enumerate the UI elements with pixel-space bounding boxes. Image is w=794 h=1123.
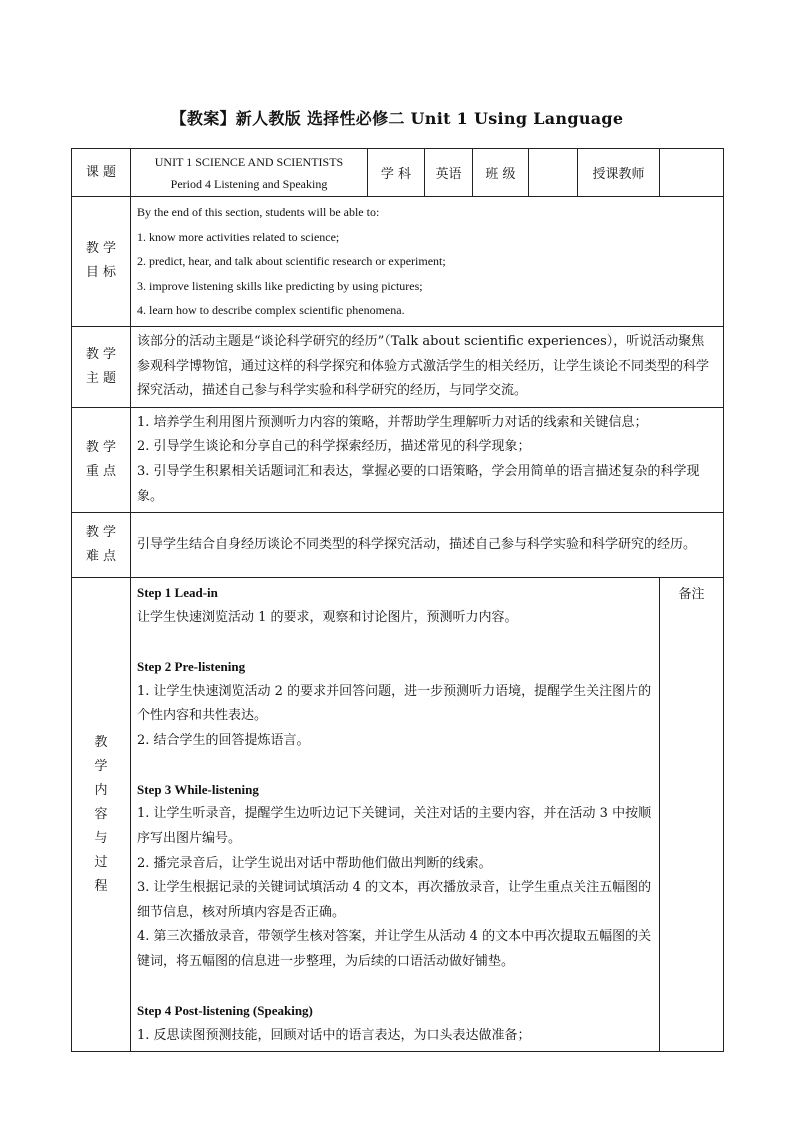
difficulty-row <box>72 513 724 578</box>
subject-label: 学 科 <box>368 149 425 197</box>
objectives-row <box>72 197 724 327</box>
process-label-char: 内 <box>94 782 108 798</box>
theme-label-1: 教 学 <box>85 346 117 362</box>
course-label: 课 题 <box>72 149 131 197</box>
process-label-char: 教 <box>94 734 108 750</box>
theme-content: 该部分的活动主题是“谈论科学研究的经历”（Talk about scientific experiences），听说活动聚焦参观科学博物馆，通过这样的科学探究和体验方式激活学生的相关经历，让学生谈论不同类型的科学探究活动，描述自己参与科学实验和科学研究的经历，与同学交流。 <box>131 326 724 407</box>
process-label-char: 容 <box>94 806 108 822</box>
focus-row <box>72 407 724 512</box>
objectives-label <box>72 197 131 327</box>
step2-title: Step 2 Pre-listening <box>137 658 246 674</box>
objective-line: 4. learn how to describe complex scientific phenomena. <box>137 303 405 318</box>
teacher-label: 授课教师 <box>578 149 660 197</box>
process-label <box>72 578 131 1052</box>
note-column: 备注 <box>660 578 724 1052</box>
course-title-line2: Period 4 Listening and Speaking <box>170 176 328 191</box>
step1-title: Step 1 Lead-in <box>137 585 218 601</box>
process-label-char: 过 <box>94 854 108 870</box>
objectives-content <box>131 197 724 327</box>
course-title-line1: UNIT 1 SCIENCE AND SCIENTISTS <box>154 154 344 169</box>
class-label: 班 级 <box>473 149 529 197</box>
process-label-char: 学 <box>94 758 108 774</box>
lesson-plan-table <box>71 148 724 1052</box>
difficulty-label <box>72 513 131 578</box>
process-row <box>72 578 724 1052</box>
difficulty-content: 引导学生结合自身经历谈论不同类型的科学探究活动，描述自己参与科学实验和科学研究的经历。 <box>131 513 724 578</box>
objectives-label-1: 教 学 <box>85 241 117 257</box>
focus-label-1: 教 学 <box>85 439 117 455</box>
course-title-cell <box>131 149 368 197</box>
objective-line: 3. improve listening skills like predicting by using pictures; <box>137 278 423 293</box>
focus-label-2: 重 点 <box>85 463 117 479</box>
step3-line: 4. 第三次播放录音，带领学生核对答案，并让学生从活动 4 的文本中再次提取五幅图的关键词，将五幅图的信息进一步整理，为后续的口语活动做好铺垫。 <box>137 929 652 970</box>
difficulty-label-2: 难 点 <box>85 549 117 565</box>
theme-label-2: 主 题 <box>85 370 117 386</box>
class-value <box>529 149 578 197</box>
theme-label <box>72 326 131 407</box>
step4-line: 1. 反思读图预测技能，回顾对话中的语言表达，为口头表达做准备； <box>137 1027 531 1043</box>
objective-line: 2. predict, hear, and talk about scientific research or experiment; <box>137 254 446 269</box>
focus-label <box>72 407 131 512</box>
theme-row <box>72 326 724 407</box>
step4-title: Step 4 Post-listening (Speaking) <box>137 1003 313 1019</box>
step2-line: 1. 让学生快速浏览活动 2 的要求并回答问题，进一步预测听力语境，提醒学生关注图片的个性内容和共性表达。 <box>137 683 652 724</box>
process-label-char: 与 <box>94 830 108 846</box>
header-row <box>72 149 724 197</box>
step3-line: 3. 让学生根据记录的关键词试填活动 4 的文本，再次播放录音，让学生重点关注五幅图的细节信息，核对所填内容是否正确。 <box>137 880 652 920</box>
process-label-char: 程 <box>94 878 108 894</box>
difficulty-label-1: 教 学 <box>85 525 117 541</box>
focus-content <box>131 407 724 512</box>
subject-value: 英语 <box>425 149 473 197</box>
objective-line: 1. know more activities related to science; <box>137 229 340 244</box>
step3-line: 2. 播完录音后，让学生说出对话中帮助他们做出判断的线索。 <box>137 855 492 871</box>
focus-line: 2. 引导学生谈论和分享自己的科学探索经历，描述常见的科学现象； <box>137 439 531 455</box>
step2-line: 2. 结合学生的回答提炼语言。 <box>137 732 310 748</box>
objectives-label-2: 目 标 <box>85 265 117 281</box>
page-title: 【教案】新人教版 选择性必修二 Unit 1 Using Language <box>170 109 624 128</box>
process-content <box>131 578 660 1052</box>
focus-line: 1. 培养学生利用图片预测听力内容的策略，并帮助学生理解听力对话的线索和关键信息； <box>137 414 648 430</box>
focus-line: 3. 引导学生积累相关话题词汇和表达，掌握必要的口语策略，学会用简单的语言描述复杂的科学现象。 <box>137 463 700 504</box>
step3-title: Step 3 While-listening <box>137 781 259 797</box>
step1-line: 让学生快速浏览活动 1 的要求，观察和讨论图片，预测听力内容。 <box>137 609 518 625</box>
objective-line: By the end of this section, students will be able to: <box>137 205 380 219</box>
step3-line: 1. 让学生听录音，提醒学生边听边记下关键词，关注对话的主要内容，并在活动 3 中按顺序写出图片编号。 <box>137 806 652 847</box>
teacher-value <box>660 149 724 197</box>
